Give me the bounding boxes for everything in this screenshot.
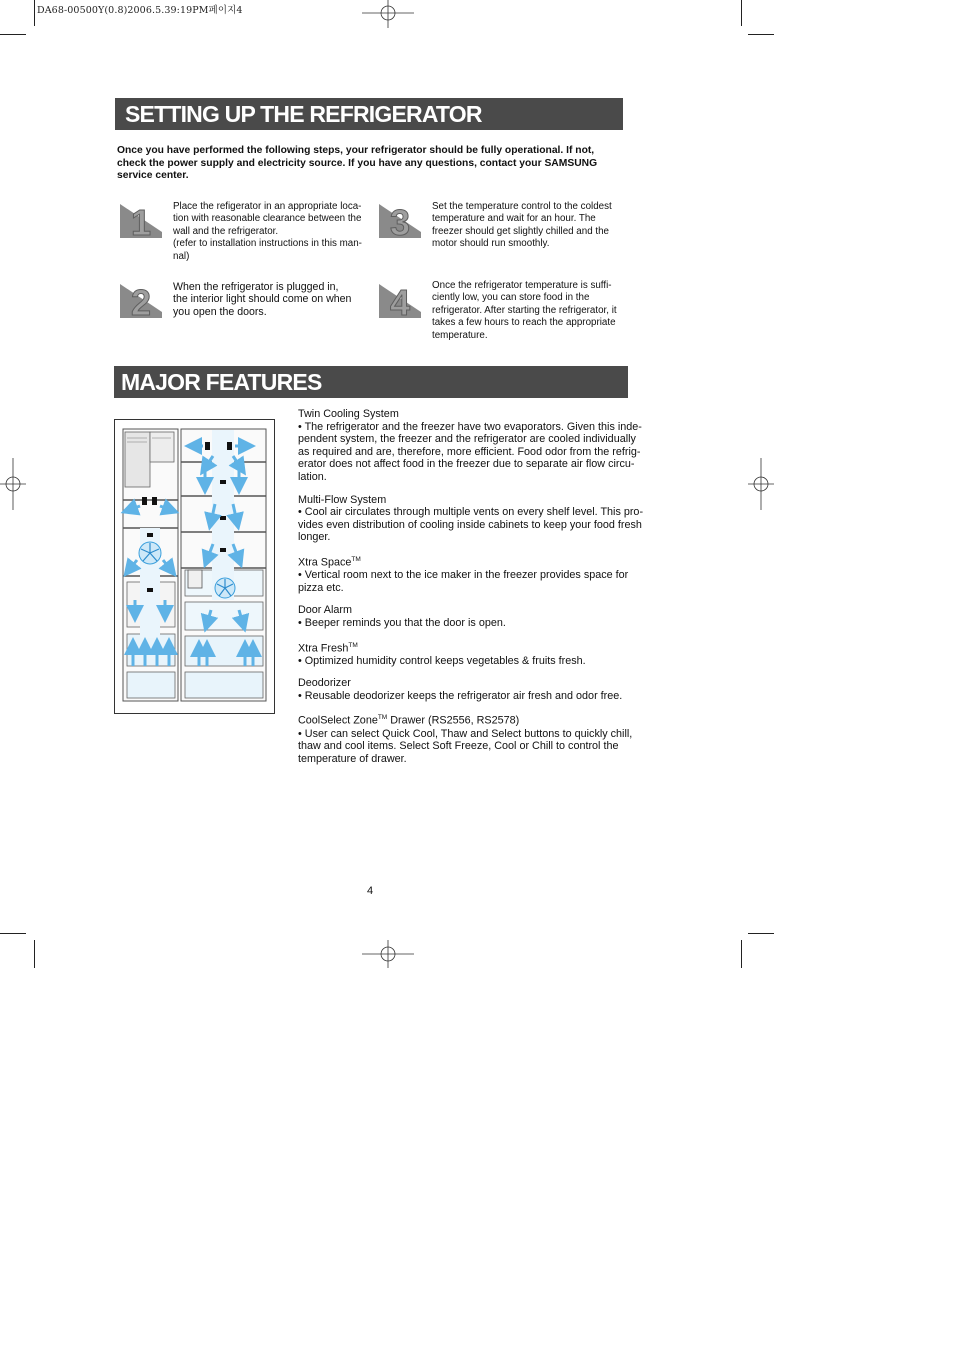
svg-text:2: 2 [130, 282, 152, 320]
svg-text:4: 4 [389, 282, 411, 320]
feature-title: CoolSelect Zone™ Drawer (RS2556, RS2578) [298, 714, 520, 728]
svg-text:3: 3 [389, 202, 411, 240]
refrigerator-interior-drawing [115, 420, 274, 713]
features-list [298, 408, 648, 775]
feature-title: Twin Cooling System [298, 408, 399, 420]
feature-item [298, 408, 648, 484]
feature-title: Deodorizer [298, 677, 351, 690]
feature-item [298, 712, 648, 765]
feature-item [298, 604, 648, 629]
crop-mark [748, 933, 774, 934]
feature-description: • User can select Quick Cool, Thaw and Select buttons to quickly chill, thaw and cool items. Select Soft Freeze, Cool or Chill to control the temperature of drawer. [298, 727, 633, 765]
feature-description: • Vertical room next to the ice maker in the freezer provides space for pizza etc. [298, 569, 629, 594]
feature-item [298, 494, 648, 544]
setup-title: SETTING UP THE REFRIGERATOR [115, 98, 623, 130]
feature-description: • Reusable deodorizer keeps the refrigerator air fresh and odor free. [298, 689, 623, 702]
registration-mark-left [0, 458, 26, 510]
feature-title: Multi-Flow System [298, 493, 387, 506]
feature-title: Door Alarm [298, 604, 353, 617]
step-text-4: Once the refrigerator temperature is suffi- ciently low, you can store food in the refrigerator. After starting the refrigerator, it takes a few hours to reach the appropriate temperature. [432, 280, 617, 341]
feature-description: • Optimized humidity control keeps vegetables & fruits fresh. [298, 654, 586, 667]
step-number-1 [118, 202, 164, 240]
feature-title: Xtra Space™ [298, 555, 361, 569]
crop-mark [741, 0, 742, 26]
page-number: 4 [367, 885, 374, 897]
crop-mark [0, 34, 26, 35]
feature-description: • The refrigerator and the freezer have two evaporators. Given this inde- pendent system, the freezer and the refrigerator are cooled individually as required and are, therefore, more efficient. Food odor from the refrig- erator does not affect food in the freezer due to separate air flow circu- lation. [298, 420, 642, 483]
step-text-1: Place the refigerator in an appropriate loca- tion with reasonable clearance between the wall and the refrigerator. (refer to installation instructions in this man- nal) [173, 201, 362, 262]
step-number-3 [377, 202, 423, 240]
crop-mark [0, 933, 26, 934]
setup-intro: Once you have performed the following steps, your refrigerator should be fully operational. If not, check the power supply and electricity source. If you have any questions, contact your SAMSUNG service center. [117, 145, 598, 182]
step-text-2: When the refrigerator is plugged in, the interior light should come on when you open the doors. [173, 281, 352, 318]
feature-description: • Cool air circulates through multiple vents on every shelf level. This pro- vides even distribution of cooling inside cabinets to keep your food fresh longer. [298, 506, 644, 544]
registration-mark-right [748, 458, 774, 510]
feature-item [298, 640, 648, 668]
features-title: MAJOR FEATURES [114, 366, 628, 398]
crop-mark [34, 940, 35, 968]
feature-description: • Beeper reminds you that the door is open. [298, 616, 506, 629]
svg-text:1: 1 [130, 202, 152, 240]
crop-mark [748, 34, 774, 35]
feature-item [298, 677, 648, 702]
registration-mark-top [362, 0, 414, 28]
registration-mark-bottom [362, 940, 414, 968]
feature-item [298, 554, 648, 594]
step-number-4 [377, 282, 423, 320]
print-info: DA68-00500Y(0.8)2006.5.39:19PM페이지4 [37, 5, 243, 16]
step-number-2 [118, 282, 164, 320]
crop-mark [34, 0, 35, 26]
step-text-3: Set the temperature control to the coldest temperature and wait for an hour. The freezer should get slightly chilled and the motor should run smoothly. [432, 201, 612, 250]
crop-mark [741, 940, 742, 968]
refrigerator-airflow-illustration [114, 419, 275, 714]
feature-title: Xtra Fresh™ [298, 641, 358, 655]
